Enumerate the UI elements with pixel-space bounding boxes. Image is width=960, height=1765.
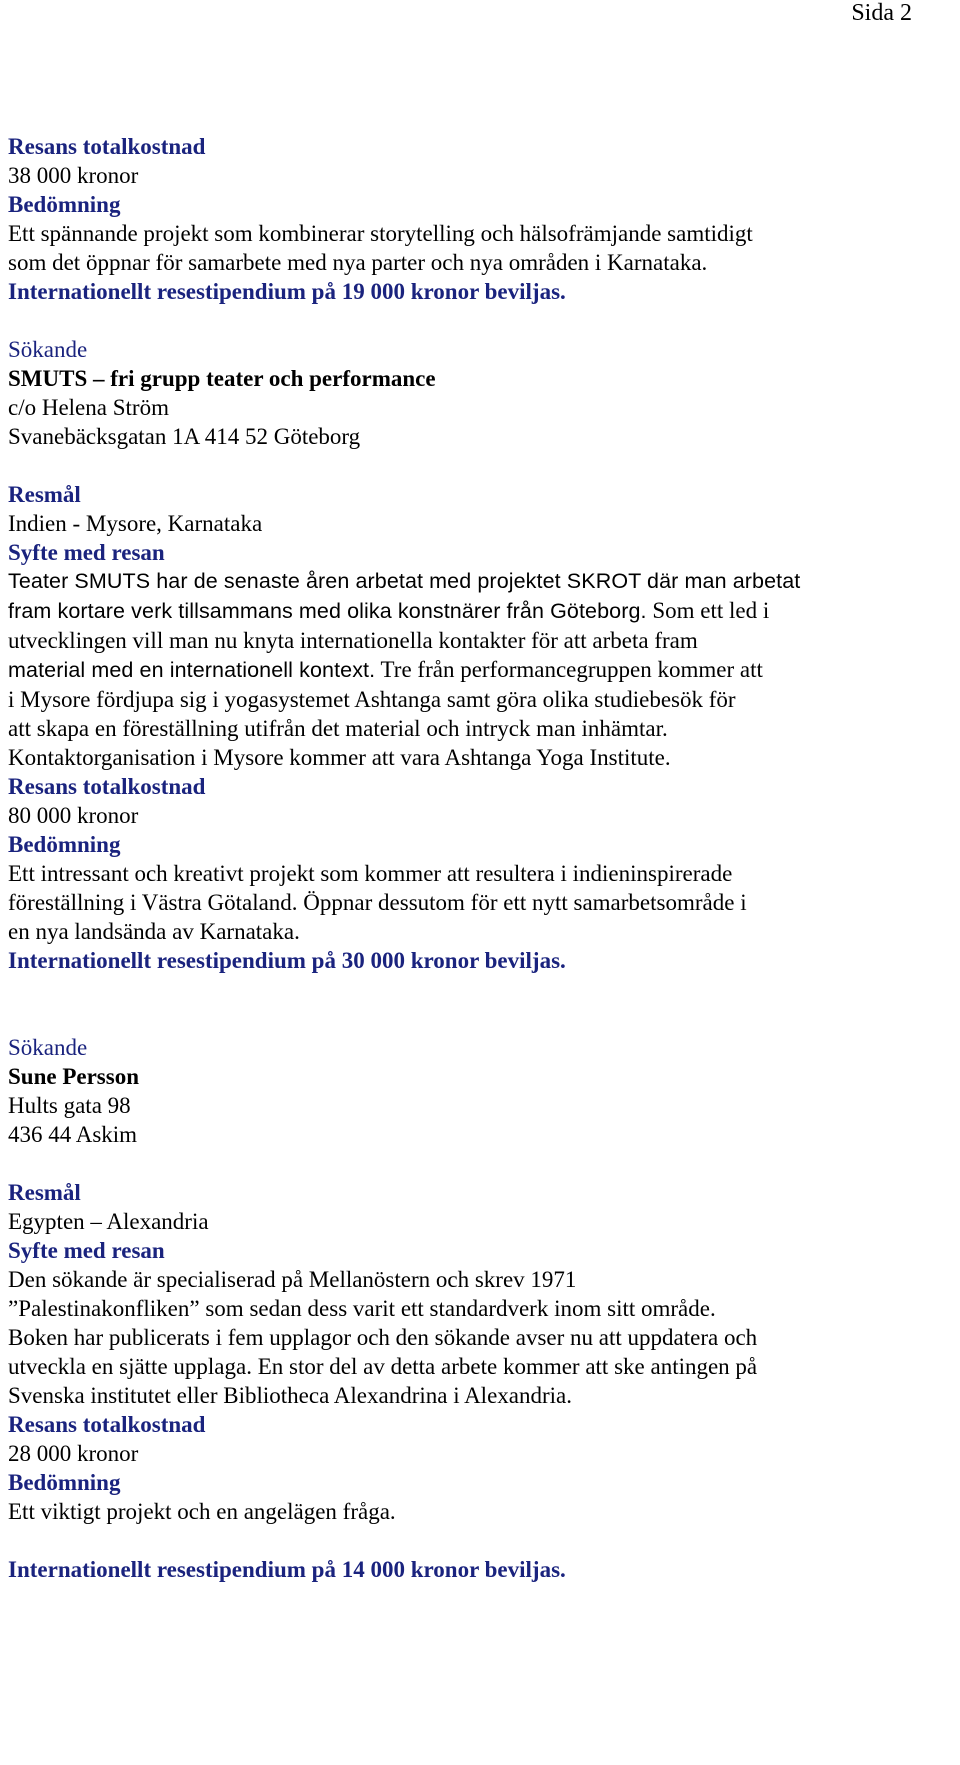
purpose-line: att skapa en föreställning utifrån det material och intryck man inhämtar.	[8, 716, 668, 741]
destination-heading: Resmål	[8, 1180, 81, 1205]
purpose-line: ”Palestinakonfliken” som sedan dess varit ett standardverk inom sitt område.	[8, 1296, 716, 1321]
address-line: c/o Helena Ström	[8, 395, 169, 420]
assessment-line: Ett intressant och kreativt projekt som kommer att resultera i indieninspirerade	[8, 861, 733, 886]
cost-heading: Resans totalkostnad	[8, 134, 206, 159]
decision: Internationellt resestipendium på 19 000 kronor beviljas.	[8, 279, 566, 304]
destination: Egypten – Alexandria	[8, 1209, 209, 1234]
purpose-heading: Syfte med resan	[8, 1238, 165, 1263]
purpose-fragment: Tre från performancegruppen kommer att	[375, 657, 763, 682]
purpose-line: utveckla en sjätte upplaga. En stor del av detta arbete kommer att ske antingen på	[8, 1354, 758, 1379]
cost-heading: Resans totalkostnad	[8, 774, 206, 799]
purpose-line: Svenska institutet eller Bibliotheca Alexandrina i Alexandria.	[8, 1383, 572, 1408]
assessment-line: Ett spännande projekt som kombinerar storytelling och hälsofrämjande samtidigt	[8, 221, 753, 246]
cost-value: 28 000 kronor	[8, 1441, 139, 1466]
spacer	[8, 306, 944, 335]
grant-entry-karnataka-storytelling	[8, 132, 944, 306]
cost-value: 38 000 kronor	[8, 163, 139, 188]
purpose-line-mixed	[8, 596, 944, 626]
applicant-heading: Sökande	[8, 1035, 88, 1060]
spacer	[8, 975, 944, 1033]
cost-value: 80 000 kronor	[8, 803, 139, 828]
spacer	[8, 1526, 944, 1555]
spacer	[8, 1149, 944, 1178]
purpose-fragment: Som ett led i	[646, 598, 770, 623]
applicant-name: Sune Persson	[8, 1064, 139, 1089]
assessment-heading: Bedömning	[8, 1470, 121, 1495]
purpose-line: Den sökande är specialiserad på Mellanöstern och skrev 1971	[8, 1267, 577, 1292]
assessment-line: som det öppnar för samarbete med nya parter och nya områden i Karnataka.	[8, 250, 708, 275]
purpose-fragment: material med en internationell kontext.	[8, 658, 376, 682]
assessment-line: en nya landsända av Karnataka.	[8, 919, 300, 944]
decision: Internationellt resestipendium på 30 000 kronor beviljas.	[8, 948, 566, 973]
purpose-fragment: fram kortare verk tillsammans med olika konstnärer från Göteborg.	[8, 599, 647, 623]
purpose-line: Kontaktorganisation i Mysore kommer att vara Ashtanga Yoga Institute.	[8, 745, 671, 770]
purpose-line: utvecklingen vill man nu knyta internationella kontakter för att arbeta fram	[8, 628, 698, 653]
assessment-line: Ett viktigt projekt och en angelägen fråga.	[8, 1499, 396, 1524]
purpose-line: Teater SMUTS har de senaste åren arbetat med projektet SKROT där man arbetat	[8, 569, 801, 593]
purpose-heading: Syfte med resan	[8, 540, 165, 565]
spacer	[8, 451, 944, 480]
grant-entry-sune-persson	[8, 1033, 944, 1584]
cost-heading: Resans totalkostnad	[8, 1412, 206, 1437]
assessment-heading: Bedömning	[8, 192, 121, 217]
applicant-heading: Sökande	[8, 337, 88, 362]
purpose-line-mixed	[8, 655, 944, 685]
destination: Indien - Mysore, Karnataka	[8, 511, 263, 536]
assessment-heading: Bedömning	[8, 832, 121, 857]
address-line: Hults gata 98	[8, 1093, 131, 1118]
applicant-name: SMUTS – fri grupp teater och performance	[8, 366, 436, 391]
assessment-line: föreställning i Västra Götaland. Öppnar dessutom för ett nytt samarbetsområde i	[8, 890, 747, 915]
address-line: Svanebäcksgatan 1A 414 52 Göteborg	[8, 424, 361, 449]
decision: Internationellt resestipendium på 14 000 kronor beviljas.	[8, 1557, 566, 1582]
purpose-line: Boken har publicerats i fem upplagor och den sökande avser nu att uppdatera och	[8, 1325, 758, 1350]
document-body	[8, 132, 944, 1584]
address-line: 436 44 Askim	[8, 1122, 138, 1147]
grant-entry-smuts	[8, 335, 944, 975]
destination-heading: Resmål	[8, 482, 81, 507]
purpose-line: i Mysore fördjupa sig i yogasystemet Ashtanga samt göra olika studiebesök för	[8, 687, 736, 712]
page-number: Sida 2	[851, 0, 912, 26]
